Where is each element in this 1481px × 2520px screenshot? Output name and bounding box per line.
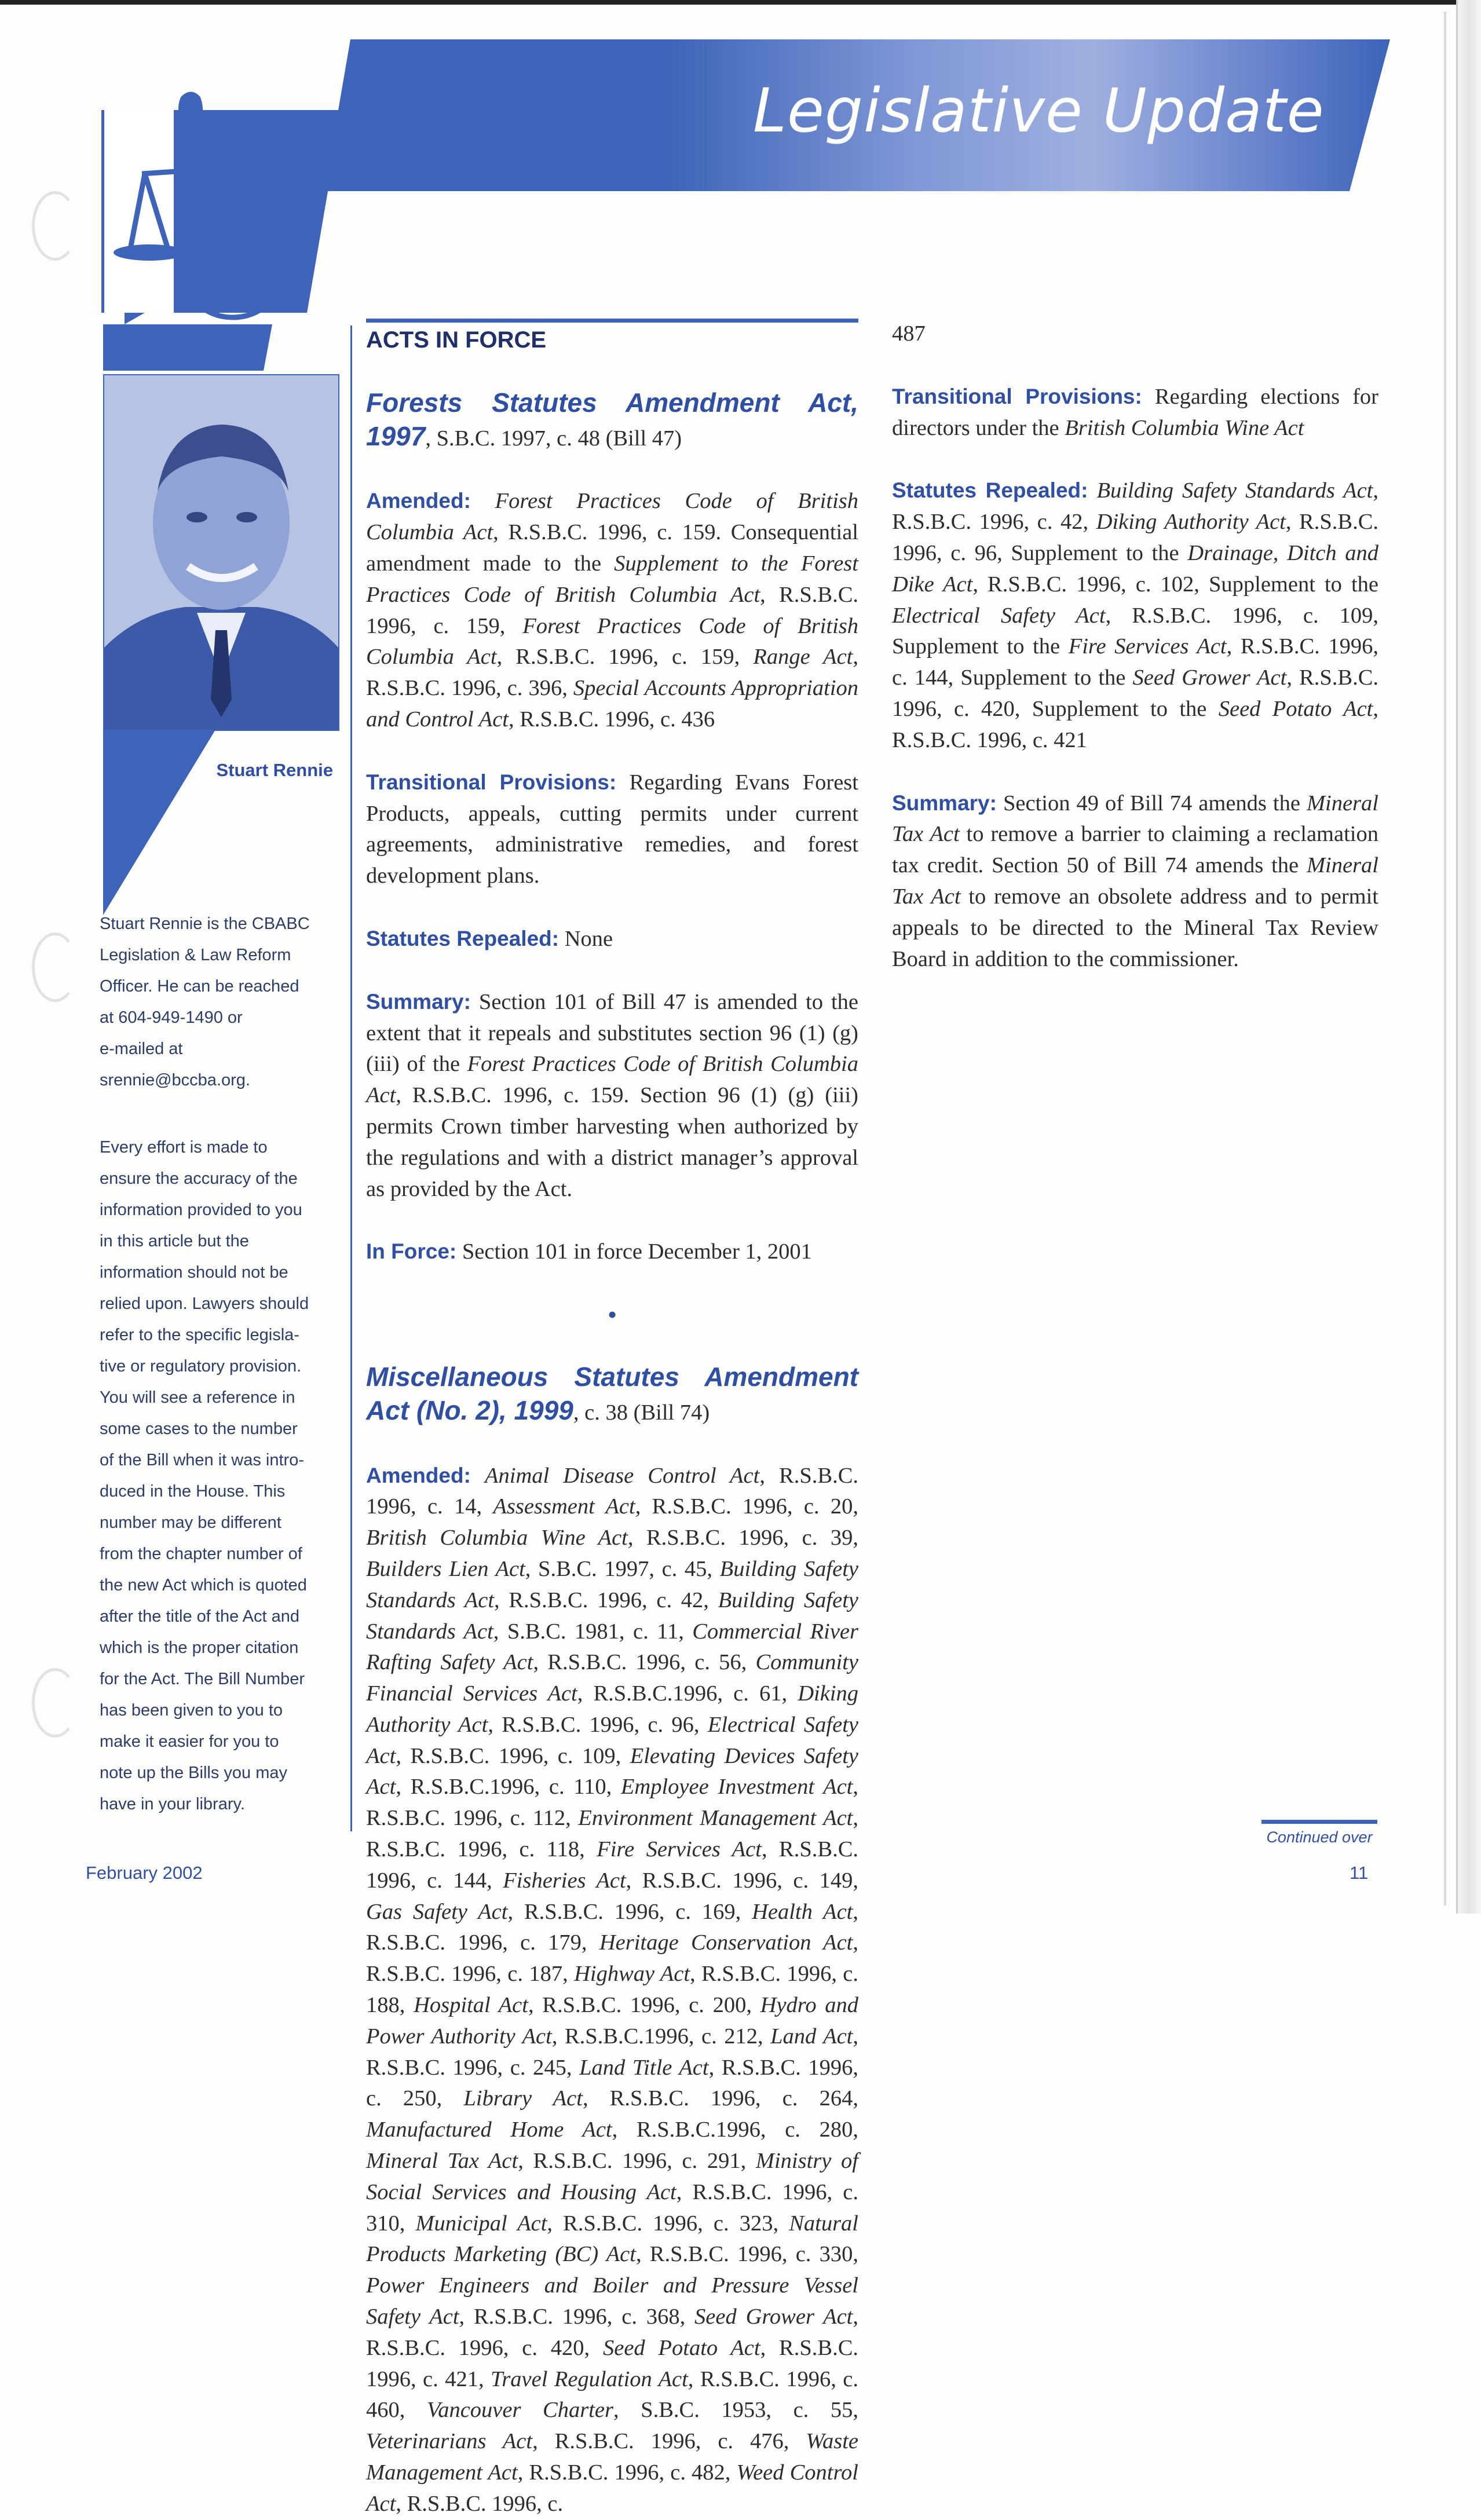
act-name: Vancouver Charter	[426, 2398, 613, 2423]
citation-text: , R.S.B.C. 1996, c. 144,	[366, 1837, 859, 1893]
note-line: for the Act. The Bill Number	[100, 1670, 305, 1688]
act-name: Forest Practices Code of British Columbia Act	[366, 613, 858, 670]
citation-text: , R.S.B.C. 1996, c. 187,	[366, 1930, 858, 1987]
act1-amended-text	[366, 489, 858, 732]
summary-label: Summary:	[892, 791, 997, 815]
act-name: Building Safety Standards Act	[366, 1556, 858, 1612]
citation-text: , R.S.B.C. 1996, c. 250,	[366, 2055, 859, 2111]
citation-text: Regarding elections for directors under the	[892, 384, 1378, 440]
repealed-label: Statutes Repealed:	[366, 926, 560, 950]
act1-amended	[366, 485, 858, 735]
citation-text: , R.S.B.C. 1996, c. 421	[892, 696, 1379, 752]
author-photo	[103, 374, 339, 731]
act-name: Ministry of Social Services and Housing Act	[366, 2149, 858, 2204]
act-name: Health Act	[752, 1899, 853, 1924]
citation-text: , R.S.B.C. 1996, c. 482,	[517, 2460, 737, 2485]
column-divider	[350, 325, 352, 1831]
citation-text	[1088, 478, 1096, 503]
act2-summary	[892, 788, 1378, 975]
act2-transitional	[892, 381, 1378, 444]
note-line: the new Act which is quoted	[100, 1576, 307, 1594]
citation-text: Section 49 of Bill 74 amends the	[996, 791, 1307, 815]
citation-text	[471, 1464, 485, 1488]
act-name: Supplement to the Forest Practices Code of British Columbia Act	[366, 551, 858, 607]
citation-text: , R.S.B.C. 1996, c. 96,	[488, 1712, 708, 1737]
citation-text: , R.S.B.C.1996, c. 110,	[396, 1775, 621, 1800]
act2-citation: , c. 38 (Bill 74)	[573, 1400, 710, 1425]
act1-title: Forests Statutes Amendment Act, 1997	[366, 387, 858, 451]
note-line: duced in the House. This	[100, 1482, 286, 1501]
act1-repealed	[366, 923, 858, 955]
citation-text: , R.S.B.C. 1996, c. 169,	[507, 1899, 752, 1924]
citation-text: , R.S.B.C. 1996, c. 42,	[494, 1588, 718, 1612]
column-right	[892, 319, 1378, 1006]
act-name: Gas Safety Act	[366, 1899, 508, 1924]
act-name: Mineral Tax Act	[892, 791, 1378, 847]
act2-repealed	[892, 475, 1378, 756]
act-name: Heritage Conservation Act	[599, 1930, 853, 1955]
note-line: has been given to you to	[100, 1701, 283, 1720]
act1-inforce	[366, 1236, 858, 1268]
act2-repealed-text	[892, 478, 1378, 752]
act-name: Library Act	[463, 2086, 583, 2111]
citation-text: , S.B.C. 1953, c. 55,	[613, 2398, 859, 2423]
act-name: Community Financial Services Act	[366, 1650, 858, 1706]
citation-text: to remove an obsolete address and to permit appeals to be directed to the Mineral Tax Review Board in addition to the commissioner.	[892, 884, 1378, 971]
act-name: Highway Act	[574, 1962, 690, 1987]
citation-text: , R.S.B.C. 1996, c. 200,	[528, 1993, 760, 2018]
act1-heading	[366, 387, 858, 455]
note-line: of the Bill when it was intro-	[100, 1451, 304, 1469]
note-line: information provided to you	[100, 1201, 302, 1219]
citation-text: , R.S.B.C. 1996, c. 96, Supplement to the	[892, 510, 1379, 565]
act-name: Natural Products Marketing (BC) Act	[366, 2211, 858, 2267]
act-name: Seed Potato Act	[1218, 696, 1373, 721]
author-bio	[100, 908, 331, 1096]
note-line: Officer. He can be reached	[100, 977, 299, 996]
act-name: Drainage, Ditch and Dike Act	[892, 540, 1378, 597]
citation-text: , R.S.B.C. 1996, c. 42,	[892, 478, 1379, 535]
citation-text: , R.S.B.C. 1996, c. 420,	[366, 2305, 858, 2360]
act-name: Special Accounts Appropriation and Control Act	[366, 676, 858, 732]
act2-amended-continued	[892, 319, 1378, 350]
citation-text: , R.S.B.C.1996, c. 280,	[612, 2117, 859, 2142]
note-line: Legislation & Law Reform	[100, 946, 291, 964]
citation-text: , R.S.B.C. 1996, c. 245,	[366, 2024, 858, 2080]
citation-text: , R.S.B.C. 1996, c. 264,	[582, 2086, 858, 2111]
citation-text: , R.S.B.C. 1996, c. 323,	[547, 2211, 789, 2236]
portrait-image	[104, 375, 338, 730]
citation-text: , R.S.B.C. 1996, c. 420, Supplement to the	[892, 665, 1379, 721]
act-name: Elevating Devices Safety Act	[366, 1743, 858, 1800]
citation-text: , R.S.B.C. 1996, c. 102, Supplement to the	[972, 572, 1378, 597]
act-name: Seed Grower Act	[1132, 665, 1287, 690]
act-name: Electrical Safety Act	[366, 1712, 858, 1768]
act-name: Forest Practices Code of British Columbia Act	[366, 489, 859, 545]
note-line: number may be different	[100, 1513, 281, 1532]
citation-text: , R.S.B.C. 1996, c. 460,	[366, 2367, 858, 2423]
citation-text: , R.S.B.C. 1996, c. 291,	[518, 2149, 756, 2174]
note-line: Stuart Rennie is the CBABC	[100, 915, 310, 933]
page-number: 11	[1350, 1863, 1369, 1883]
act-name: Assessment Act	[493, 1494, 635, 1519]
citation-text: 487	[892, 321, 926, 346]
citation-text: , R.S.B.C. 1996, c. 39,	[627, 1526, 858, 1550]
punch-hole	[32, 932, 78, 1002]
act-name: Environment Management Act	[578, 1806, 853, 1831]
note-line: after the title of the Act and	[100, 1607, 299, 1626]
citation-text: , S.B.C. 1981, c. 11,	[493, 1619, 693, 1644]
citation-text: , R.S.B.C. 1996, c. 179,	[366, 1899, 858, 1955]
act2-title: Miscellaneous Statutes Amendment Act (No. 2), 1999	[366, 1361, 858, 1425]
act-name: Mineral Tax Act	[892, 853, 1378, 909]
photo-caption: Stuart Rennie	[216, 760, 333, 780]
banner-title: Legislative Update	[753, 75, 1325, 146]
note-line: relied upon. Lawyers should	[100, 1294, 309, 1313]
citation-text: , R.S.B.C. 1996, c. 159,	[366, 582, 858, 638]
citation-text: , R.S.B.C. 1996, c. 159,	[496, 645, 754, 670]
column-left	[366, 319, 858, 2520]
note-line: from the chapter number of	[100, 1545, 302, 1563]
act1-transitional-text: Regarding Evans Forest Products, appeals, cutting permits under current agreements, administrative remedies, and forest development plans.	[366, 770, 858, 888]
continued-over: Continued over	[1261, 1820, 1377, 1846]
act1-summary-text	[366, 990, 858, 1201]
citation-text: , R.S.B.C. 1996, c. 109, Supplement to the	[892, 603, 1378, 659]
citation-text: , R.S.B.C. 1996, c. 20,	[635, 1494, 858, 1519]
citation-text: , R.S.B.C. 1996, c. 188,	[366, 1962, 859, 2018]
citation-text: , R.S.B.C. 1996, c. 112,	[366, 1775, 859, 1831]
note-line: information should not be	[100, 1263, 288, 1282]
act-name: Veterinarians Act	[366, 2429, 533, 2454]
act-name: Travel Regulation Act	[491, 2367, 688, 2391]
act-name: Forest Practices Code of British Columbia Act	[366, 1052, 858, 1108]
act-name: Municipal Act	[415, 2211, 547, 2236]
note-line: refer to the specific legisla-	[100, 1326, 299, 1344]
act-name: Building Safety Standards Act	[366, 1588, 858, 1644]
inforce-label: In Force:	[366, 1239, 457, 1264]
note-line: note up the Bills you may	[100, 1764, 288, 1782]
citation-text: , R.S.B.C. 1996, c. 159. Consequential amendment made to the	[366, 520, 859, 576]
act-name: Manufactured Home Act	[366, 2117, 612, 2142]
act-name: Land Title Act	[579, 2055, 709, 2080]
citation-text: , R.S.B.C. 1996, c. 159. Section 96 (1) (g) (iii) permits Crown timber harvesting when authorized by the regulations and with a district manager’s approval as provided by the Act.	[366, 1083, 858, 1201]
act-name: British Columbia Wine Act	[1065, 415, 1304, 440]
act-name: Range Act	[753, 645, 853, 670]
citation-text: , R.S.B.C.1996, c. 212,	[551, 2024, 771, 2049]
citation-text: , R.S.B.C. 1996, c. 144, Supplement to the	[892, 634, 1378, 690]
amended-label: Amended:	[366, 1463, 471, 1487]
citation-text: , R.S.B.C. 1996, c. 421,	[366, 2335, 858, 2391]
note-line: Every effort is made to	[100, 1138, 268, 1157]
citation-text: Section 101 of Bill 47 is amended to the extent that it repeals and substitutes section 96 (1) (g) (iii) of the	[366, 989, 858, 1077]
note-line: some cases to the number	[100, 1420, 298, 1438]
act1-transitional	[366, 767, 858, 892]
citation-text: , R.S.B.C. 1996, c. 476,	[532, 2429, 806, 2454]
act-name: Fire Services Act	[1068, 634, 1227, 659]
summary-label: Summary:	[366, 989, 471, 1014]
act-name: Waste Management Act	[366, 2429, 858, 2485]
citation-text: , R.S.B.C. 1996, c. 396,	[366, 645, 858, 701]
transitional-label: Transitional Provisions:	[892, 384, 1142, 408]
act-name: Land Act	[770, 2024, 853, 2049]
act-name: British Columbia Wine Act	[366, 1526, 628, 1550]
act2-heading	[366, 1362, 858, 1429]
act1-inforce-text: Section 101 in force December 1, 2001	[456, 1239, 812, 1264]
act-name: Diking Authority Act	[1096, 510, 1286, 535]
punch-hole	[32, 191, 78, 261]
act1-repealed-text: None	[559, 926, 613, 951]
act-name: Weed Control Act	[366, 2460, 858, 2516]
act-name: Mineral Tax Act	[366, 2149, 518, 2174]
act-name: Seed Potato Act	[602, 2335, 760, 2360]
citation-text: , S.B.C. 1997, c. 45,	[525, 1556, 720, 1581]
citation-text: , R.S.B.C. 1996, c. 56,	[533, 1650, 756, 1675]
note-line: ensure the accuracy of the	[100, 1169, 298, 1188]
citation-text: to remove a barrier to claiming a reclamation tax credit. Section 50 of Bill 74 amends the	[892, 822, 1378, 878]
act-name: Hydro and Power Authority Act	[366, 1993, 859, 2049]
act-name: Commercial River Rafting Safety Act	[366, 1619, 858, 1675]
act-name: Seed Grower Act	[694, 2305, 853, 2329]
transitional-label: Transitional Provisions:	[366, 770, 617, 794]
note-line: srennie@bccba.org.	[100, 1071, 250, 1089]
disclaimer	[100, 1132, 331, 1820]
act-name: Fire Services Act	[597, 1837, 762, 1862]
citation-text: , R.S.B.C.1996, c. 61,	[577, 1681, 798, 1706]
note-line: e-mailed at	[100, 1040, 183, 1058]
footer-date: February 2002	[86, 1863, 203, 1883]
citation-text: , R.S.B.C. 1996, c.	[396, 2491, 564, 2516]
act-name: Employee Investment Act	[620, 1775, 853, 1800]
punch-hole	[32, 1668, 78, 1738]
act-name: Diking Authority Act	[366, 1681, 858, 1737]
act-name: Hospital Act	[414, 1993, 528, 2018]
citation-text: , R.S.B.C. 1996, c. 149,	[626, 1868, 858, 1893]
note-line: in this article but the	[100, 1232, 249, 1250]
act1-summary	[366, 986, 858, 1205]
separator-bullet: •	[607, 1300, 617, 1330]
act2-amended-text	[366, 1464, 858, 2516]
amended-label: Amended:	[366, 489, 471, 513]
act-name: Electrical Safety Act	[892, 603, 1106, 628]
citation-text: , R.S.B.C. 1996, c. 118,	[366, 1806, 858, 1862]
note-line: have in your library.	[100, 1795, 245, 1813]
note-line: You will see a reference in	[100, 1388, 295, 1407]
act-name: Building Safety Standards Act	[1096, 478, 1373, 503]
act-name: Fisheries Act	[503, 1868, 626, 1893]
repealed-label: Statutes Repealed:	[892, 478, 1088, 503]
act-name: Builders Lien Act	[366, 1556, 525, 1581]
note-line: make it easier for you to	[100, 1732, 279, 1751]
act-name: Power Engineers and Boiler and Pressure Vessel Safety Act	[366, 2273, 858, 2329]
citation-text: , R.S.B.C. 1996, c. 14,	[366, 1463, 859, 1519]
note-line: at 604-949-1490 or	[100, 1008, 243, 1027]
citation-text: , R.S.B.C. 1996, c. 436	[508, 707, 715, 732]
note-line: tive or regulatory provision.	[100, 1357, 302, 1376]
citation-text: , R.S.B.C. 1996, c. 368,	[459, 2305, 695, 2329]
act2-amended	[366, 1460, 858, 2520]
act2-summary-text	[892, 791, 1378, 971]
citation-text: , R.S.B.C. 1996, c. 310,	[366, 2179, 858, 2236]
note-line: which is the proper citation	[100, 1638, 299, 1657]
section-heading: ACTS IN FORCE	[366, 319, 858, 356]
citation-text: , R.S.B.C. 1996, c. 330,	[635, 2242, 858, 2267]
citation-text: , R.S.B.C. 1996, c. 109,	[396, 1743, 630, 1768]
act-name: Animal Disease Control Act	[485, 1463, 760, 1488]
act2-amended-cont-text	[892, 321, 926, 346]
act1-citation: , S.B.C. 1997, c. 48 (Bill 47)	[425, 426, 682, 451]
